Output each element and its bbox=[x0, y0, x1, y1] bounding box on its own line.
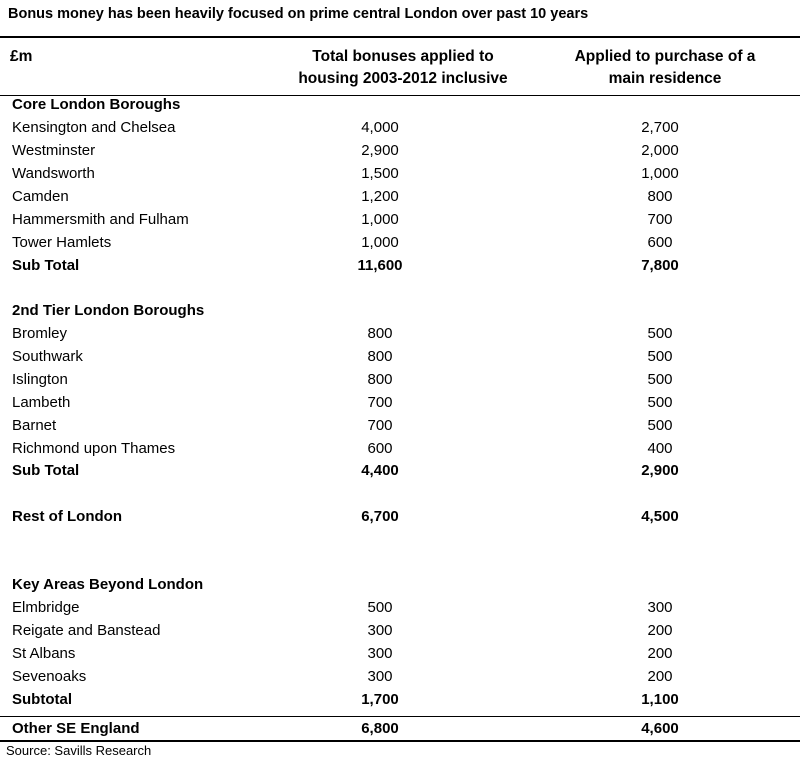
total-bonuses-value: 800 bbox=[367, 371, 393, 388]
main-residence-value: 200 bbox=[647, 645, 673, 662]
main-residence-value: 700 bbox=[647, 211, 673, 228]
table-row bbox=[0, 346, 800, 368]
table-row bbox=[0, 438, 800, 460]
main-residence-value: 500 bbox=[647, 371, 673, 388]
row-label: Elmbridge bbox=[12, 599, 80, 616]
row-label: Sevenoaks bbox=[12, 668, 87, 685]
column-header-main-residence-line1: Applied to purchase of a bbox=[574, 48, 756, 65]
main-residence-value: 300 bbox=[647, 599, 673, 616]
total-bonuses-value: 800 bbox=[367, 348, 393, 365]
main-residence-value: 500 bbox=[647, 394, 673, 411]
row-label: Westminster bbox=[12, 142, 96, 159]
row-label: Rest of London bbox=[12, 508, 122, 525]
total-bonuses-value: 700 bbox=[367, 417, 393, 434]
main-residence-value: 1,100 bbox=[641, 691, 679, 708]
row-label: Core London Boroughs bbox=[12, 96, 181, 113]
main-residence-value: 800 bbox=[647, 188, 673, 205]
column-header-total-bonuses-line1: Total bonuses applied to bbox=[312, 48, 494, 65]
row-label: Wandsworth bbox=[12, 165, 95, 182]
total-bonuses-value: 4,000 bbox=[361, 119, 399, 136]
total-bonuses-value: 6,800 bbox=[361, 720, 399, 737]
column-header-main-residence bbox=[530, 46, 800, 90]
total-bonuses-value: 1,200 bbox=[361, 188, 399, 205]
table-row bbox=[0, 506, 800, 528]
row-label: Richmond upon Thames bbox=[12, 440, 176, 457]
table-row bbox=[0, 643, 800, 665]
total-bonuses-value: 1,700 bbox=[361, 691, 399, 708]
subtotal-row bbox=[0, 689, 800, 711]
table-title: Bonus money has been heavily focused on prime central London over past 10 years bbox=[8, 6, 589, 22]
column-header-total-bonuses-line2: housing 2003-2012 inclusive bbox=[298, 70, 508, 87]
row-label: Subtotal bbox=[12, 691, 72, 708]
table-row bbox=[0, 718, 800, 740]
row-label: Sub Total bbox=[12, 462, 80, 479]
main-residence-value: 500 bbox=[647, 348, 673, 365]
total-bonuses-value: 11,600 bbox=[357, 257, 403, 274]
row-label: St Albans bbox=[12, 645, 76, 662]
main-residence-value: 600 bbox=[647, 234, 673, 251]
total-bonuses-value: 1,000 bbox=[361, 234, 399, 251]
main-residence-value: 7,800 bbox=[641, 257, 679, 274]
subtotal-row bbox=[0, 255, 800, 277]
table-row bbox=[0, 300, 800, 322]
row-label: Hammersmith and Fulham bbox=[12, 211, 189, 228]
total-bonuses-value: 500 bbox=[367, 599, 393, 616]
total-bonuses-value: 6,700 bbox=[361, 508, 399, 525]
table-row bbox=[0, 415, 800, 437]
bottom-rule bbox=[0, 740, 800, 742]
table-row bbox=[0, 163, 800, 185]
main-residence-value: 2,000 bbox=[641, 142, 679, 159]
table-row bbox=[0, 209, 800, 231]
main-residence-value: 500 bbox=[647, 417, 673, 434]
row-label: Camden bbox=[12, 188, 69, 205]
main-residence-value: 200 bbox=[647, 622, 673, 639]
row-label: Sub Total bbox=[12, 257, 80, 274]
main-residence-value: 2,900 bbox=[641, 462, 679, 479]
row-label: Southwark bbox=[12, 348, 83, 365]
total-bonuses-value: 1,000 bbox=[361, 211, 399, 228]
table-row bbox=[0, 232, 800, 254]
main-residence-value: 500 bbox=[647, 325, 673, 342]
table-row bbox=[0, 392, 800, 414]
column-header-main-residence-line2: main residence bbox=[608, 70, 722, 87]
main-residence-value: 400 bbox=[647, 440, 673, 457]
source-note: Source: Savills Research bbox=[6, 743, 152, 758]
table-row bbox=[0, 369, 800, 391]
total-bonuses-value: 1,500 bbox=[361, 165, 399, 182]
total-bonuses-value: 300 bbox=[367, 668, 393, 685]
main-residence-value: 2,700 bbox=[641, 119, 679, 136]
subtotal-row bbox=[0, 460, 800, 482]
table-row bbox=[0, 140, 800, 162]
unit-header: £m bbox=[10, 48, 33, 65]
row-label: Bromley bbox=[12, 325, 68, 342]
row-label: Islington bbox=[12, 371, 68, 388]
table-row bbox=[0, 666, 800, 688]
table-row bbox=[0, 574, 800, 596]
table-row bbox=[0, 186, 800, 208]
row-label: Key Areas Beyond London bbox=[12, 576, 204, 593]
table-row bbox=[0, 117, 800, 139]
table-row bbox=[0, 94, 800, 116]
total-bonuses-value: 800 bbox=[367, 325, 393, 342]
top-rule bbox=[0, 36, 800, 38]
main-residence-value: 4,500 bbox=[641, 508, 679, 525]
total-bonuses-value: 700 bbox=[367, 394, 393, 411]
total-bonuses-value: 4,400 bbox=[361, 462, 399, 479]
main-residence-value: 200 bbox=[647, 668, 673, 685]
main-residence-value: 4,600 bbox=[641, 720, 679, 737]
table-row bbox=[0, 323, 800, 345]
subtotal-rule bbox=[0, 716, 800, 717]
table-row bbox=[0, 620, 800, 642]
main-residence-value: 1,000 bbox=[641, 165, 679, 182]
total-bonuses-value: 300 bbox=[367, 645, 393, 662]
row-label: Kensington and Chelsea bbox=[12, 119, 176, 136]
row-label: 2nd Tier London Boroughs bbox=[12, 302, 205, 319]
row-label: Barnet bbox=[12, 417, 57, 434]
row-label: Tower Hamlets bbox=[12, 234, 112, 251]
row-label: Reigate and Banstead bbox=[12, 622, 161, 639]
total-bonuses-value: 300 bbox=[367, 622, 393, 639]
row-label: Other SE England bbox=[12, 720, 140, 737]
table-row bbox=[0, 597, 800, 619]
column-header-total-bonuses bbox=[268, 46, 538, 90]
total-bonuses-value: 2,900 bbox=[361, 142, 399, 159]
row-label: Lambeth bbox=[12, 394, 71, 411]
total-bonuses-value: 600 bbox=[367, 440, 393, 457]
